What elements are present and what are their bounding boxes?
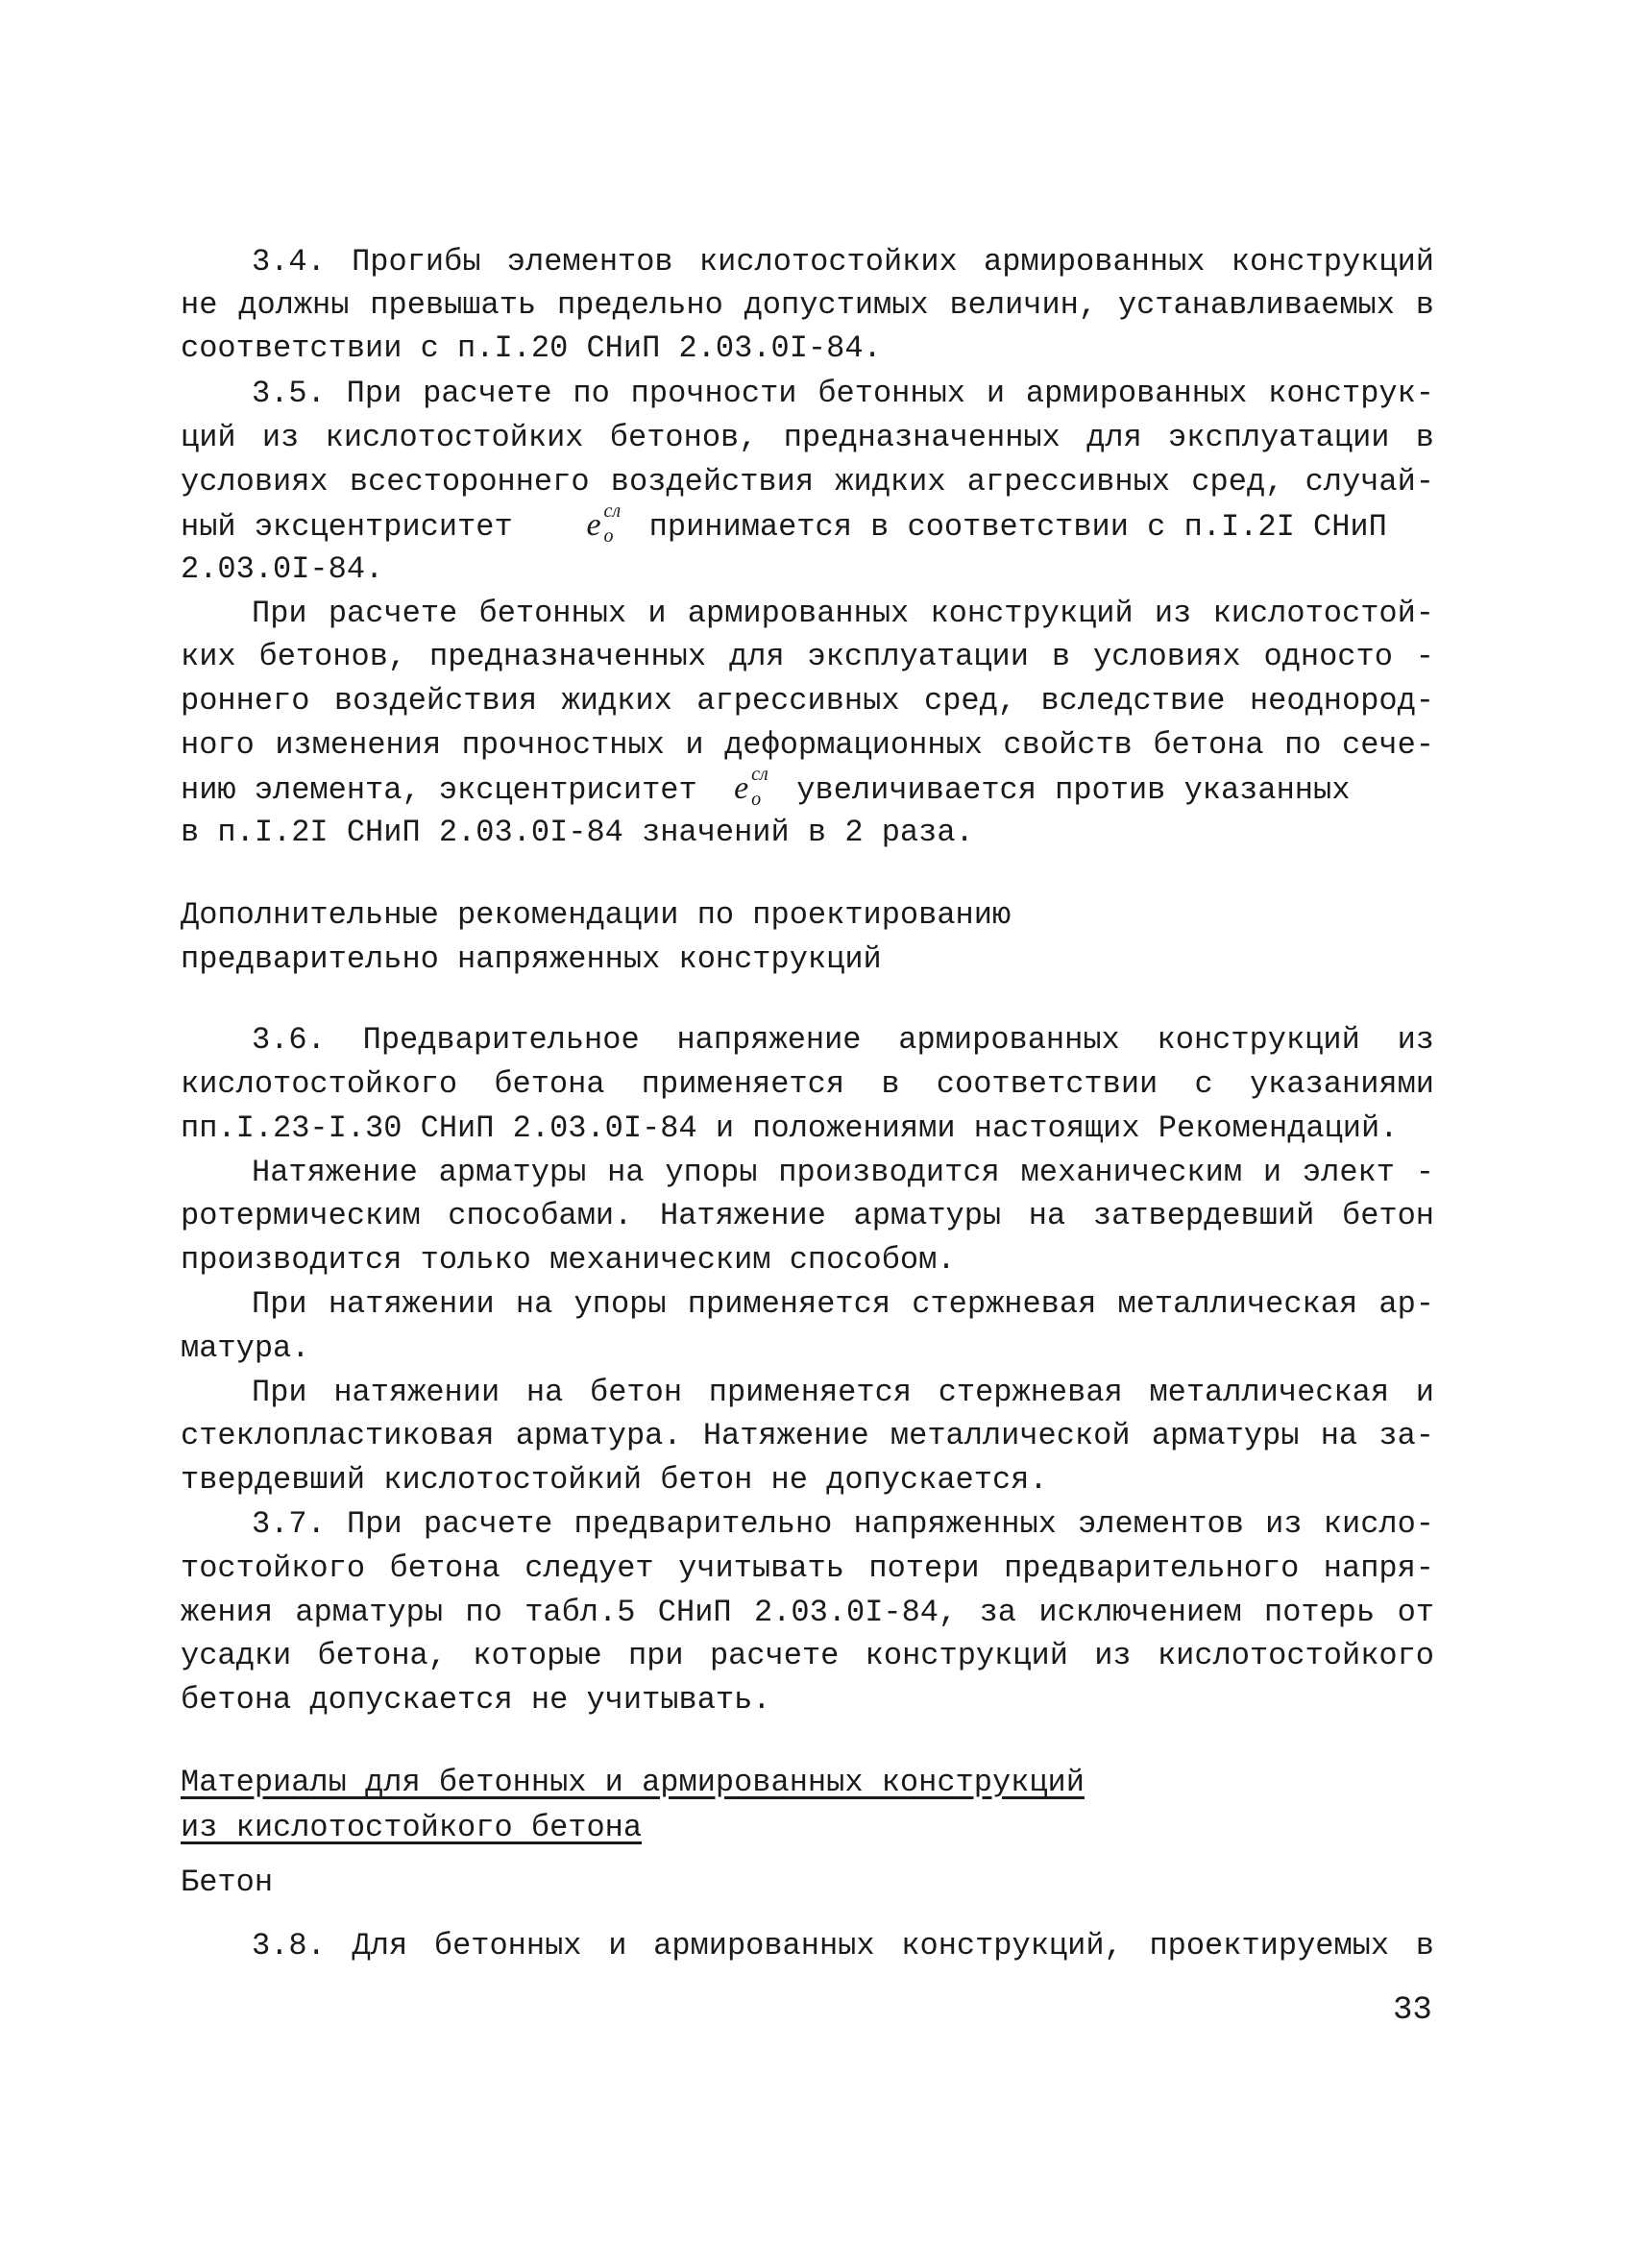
paragraph-3-6c-line-1: При натяжении на упоры применяется стержневая металлическая ар- bbox=[252, 1286, 1434, 1322]
paragraph-3-4-line-3: соответствии с п.I.20 СНиП 2.03.0I-84. bbox=[181, 330, 882, 366]
subheading-concrete: Бетон bbox=[181, 1865, 274, 1900]
paragraph-3-5b-line-4: ного изменения прочностных и деформационных свойств бетона по сече- bbox=[181, 727, 1434, 763]
eccentricity-symbol-2: e сл о bbox=[734, 764, 768, 810]
paragraph-3-6b-line-2: ротермическим способами. Натяжение арматуры на затвердевший бетон bbox=[181, 1198, 1434, 1233]
section-heading-prestressed-line-2: предварительно напряженных конструкций bbox=[181, 941, 882, 977]
paragraph-3-7-line-4: усадки бетона, которые при расчете конструкций из кислотостойкого bbox=[181, 1638, 1434, 1673]
paragraph-3-5-line-2: ций из кислотостойких бетонов, предназначенных для эксплуатации в bbox=[181, 420, 1434, 455]
page-number: 33 bbox=[1393, 1992, 1432, 2029]
section-heading-prestressed-line-1: Дополнительные рекомендации по проектированию bbox=[181, 897, 1012, 933]
paragraph-3-5b-line-5 bbox=[181, 764, 1434, 810]
paragraph-3-6d-line-1: При натяжении на бетон применяется стержневая металлическая и bbox=[252, 1375, 1434, 1410]
paragraph-3-6-line-2: кислотостойкого бетона применяется в соответствии с указаниями bbox=[181, 1066, 1434, 1102]
paragraph-3-5-line-1: 3.5. При расчете по прочности бетонных и армированных конструк- bbox=[252, 376, 1434, 411]
paragraph-3-5b-line-2: ких бетонов, предназначенных для эксплуатации в условиях односто - bbox=[181, 639, 1434, 674]
paragraph-3-4-line-2: не должны превышать предельно допустимых величин, устанавливаемых в bbox=[181, 287, 1434, 323]
paragraph-3-5b-line-3: роннего воздействия жидких агрессивных сред, вследствие неоднород- bbox=[181, 683, 1434, 719]
paragraph-3-5-line-4-end: принимается в соответствии с п.I.2I СНиП bbox=[648, 509, 1387, 545]
paragraph-3-5b-line-1: При расчете бетонных и армированных конструкций из кислотостой- bbox=[252, 596, 1434, 631]
paragraph-3-5-line-5: 2.03.0I-84. bbox=[181, 551, 384, 587]
paragraph-3-7-line-5: бетона допускается не учитывать. bbox=[181, 1682, 771, 1718]
paragraph-3-7-line-3: жения арматуры по табл.5 СНиП 2.03.0I-84, за исключением потерь от bbox=[181, 1595, 1434, 1630]
paragraph-3-5b-line-5-start: нию элемента, эксцентриситет bbox=[181, 772, 697, 808]
paragraph-3-8-line-1: 3.8. Для бетонных и армированных конструкций, проектируемых в bbox=[252, 1928, 1434, 1963]
paragraph-3-4-line-1: 3.4. Прогибы элементов кислотостойких армированных конструкций bbox=[252, 244, 1434, 280]
eccentricity-symbol-1: e сл о bbox=[586, 500, 622, 547]
paragraph-3-6b-line-1: Натяжение арматуры на упоры производится механическим и элект - bbox=[252, 1155, 1434, 1190]
paragraph-3-5b-line-6: в п.I.2I СНиП 2.03.0I-84 значений в 2 раза. bbox=[181, 815, 974, 850]
paragraph-3-6-line-1: 3.6. Предварительное напряжение армированных конструкций из bbox=[252, 1022, 1434, 1058]
paragraph-3-5-line-4 bbox=[181, 500, 1434, 547]
paragraph-3-6-line-3: пп.I.23-I.30 СНиП 2.03.0I-84 и положениями настоящих Рекомендаций. bbox=[181, 1110, 1399, 1146]
paragraph-3-6c-line-2: матура. bbox=[181, 1330, 310, 1366]
paragraph-3-5-line-3: условиях всестороннего воздействия жидких агрессивных сред, случай- bbox=[181, 464, 1434, 500]
paragraph-3-5b-line-5-end: увеличивается против указанных bbox=[796, 772, 1351, 808]
paragraph-3-6d-line-3: твердевший кислотостойкий бетон не допускается. bbox=[181, 1462, 1048, 1498]
section-heading-materials-line-2: из кислотостойкого бетона bbox=[181, 1810, 643, 1845]
paragraph-3-6b-line-3: производится только механическим способом. bbox=[181, 1242, 956, 1278]
paragraph-3-5-line-4-start: ный эксцентриситет bbox=[181, 509, 513, 545]
paragraph-3-7-line-1: 3.7. При расчете предварительно напряженных элементов из кисло- bbox=[252, 1506, 1434, 1542]
paragraph-3-6d-line-2: стеклопластиковая арматура. Натяжение металлической арматуры на за- bbox=[181, 1418, 1434, 1453]
paragraph-3-7-line-2: тостойкого бетона следует учитывать потери предварительного напря- bbox=[181, 1550, 1434, 1586]
section-heading-materials-line-1: Материалы для бетонных и армированных конструкций bbox=[181, 1765, 1085, 1800]
